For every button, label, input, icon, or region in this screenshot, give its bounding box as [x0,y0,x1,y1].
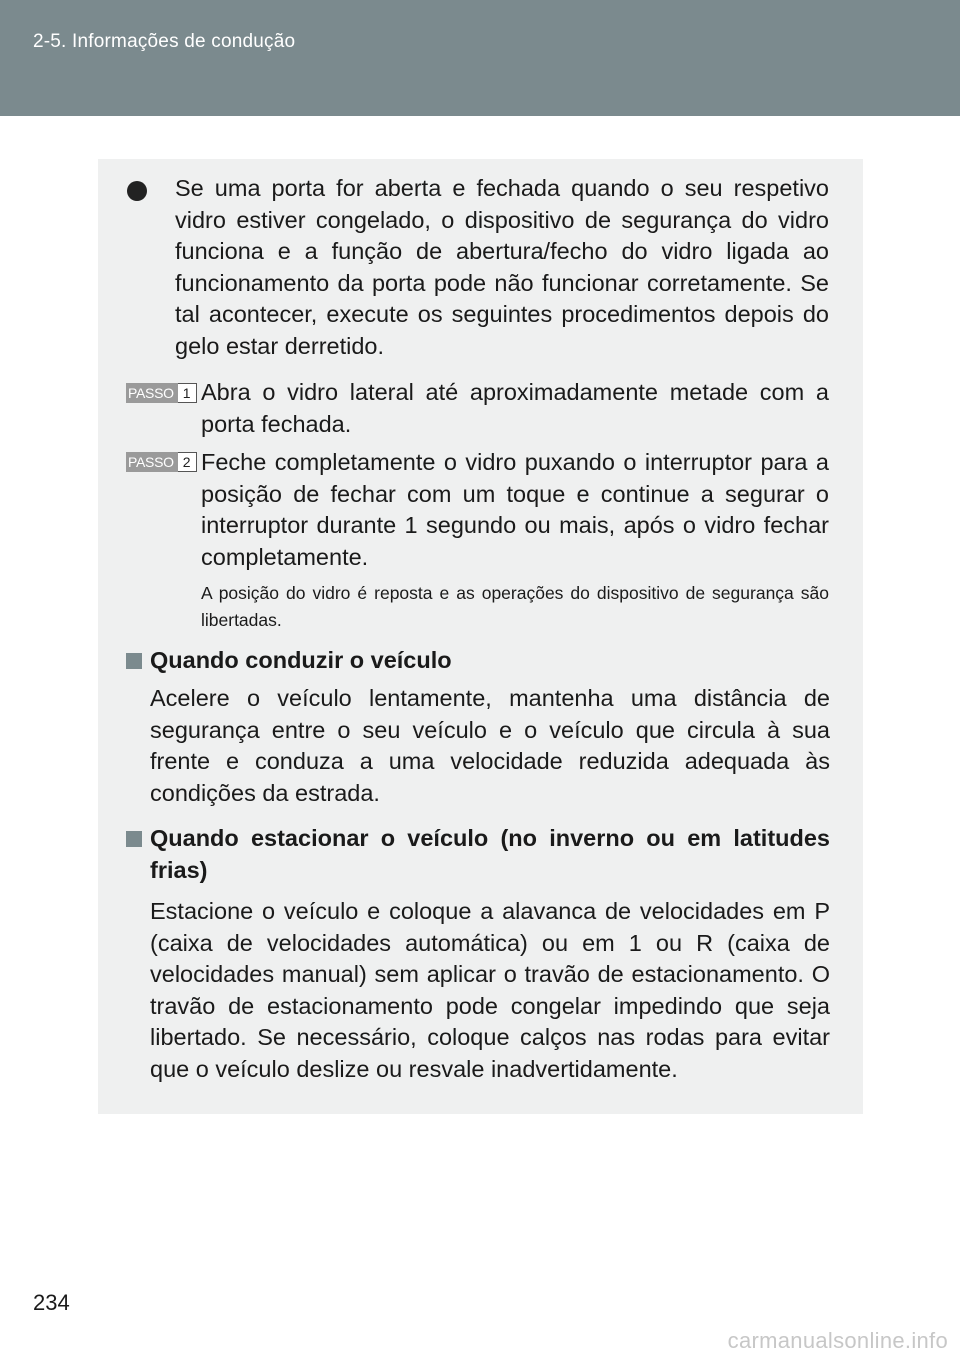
step-note: A posição do vidro é reposta e as operações do dispositivo de segurança são libertadas. [201,583,829,630]
step-2-text: Feche completamente o vidro puxando o interruptor para a posição de fechar com um toque e continue a segurar o interruptor durante 1 segundo ou mais, após o vidro fechar completamente. [201,449,829,570]
section-1-body [150,683,830,809]
step-2-number: 2 [178,452,197,472]
section-title: 2-5. Informações de condução [33,31,296,52]
step-2-label: PASSO [126,452,178,472]
watermark: carmanualsonline.info [727,1328,948,1353]
section-header-bar [0,0,960,116]
bullet-paragraph: Se uma porta for aberta e fechada quando o seu respetivo vidro estiver congelado, o dispositivo de segurança do vidro funciona e a função de abertura/fecho do vidro ligada ao funcionamento da porta pode não funcionar corretamente. Se tal acontecer, execute os seguintes procedimentos depois do gelo estar derretido. [175,175,829,359]
square-bullet-icon [126,831,142,847]
bullet-circle-icon [127,181,147,201]
step-1-text: Abra o vidro lateral até aproximadamente metade com a porta fechada. [201,379,829,437]
section-1-body-text: Acelere o veículo lentamente, mantenha uma distância de segurança entre o seu veículo e o veículo que circula à sua frente e conduza a uma velocidade reduzida adequada às condições da estrada. [150,685,830,806]
section-1-heading: Quando conduzir o veículo [150,647,452,673]
page-number: 234 [33,1290,70,1315]
step-1-label: PASSO [126,383,178,403]
section-2-body: Estacione o veículo e coloque a alavanca de velocidades em P (caixa de velocidades automática) ou em 1 ou R (caixa de velocidades manual) sem aplicar o travão de estacionamento. O travão de estacionamento pode congelar impedindo que seja libertado. Se necessário, coloque calços nas rodas para evitar que o veículo deslize ou resvale inadvertidamente. [150,898,830,1082]
square-bullet-icon [126,653,142,669]
step-2-badge [126,452,197,472]
step-1-number: 1 [178,383,197,403]
step-1-badge [126,383,197,403]
section-2-heading: Quando estacionar o veículo (no inverno ou em latitudes frias) [150,825,830,883]
